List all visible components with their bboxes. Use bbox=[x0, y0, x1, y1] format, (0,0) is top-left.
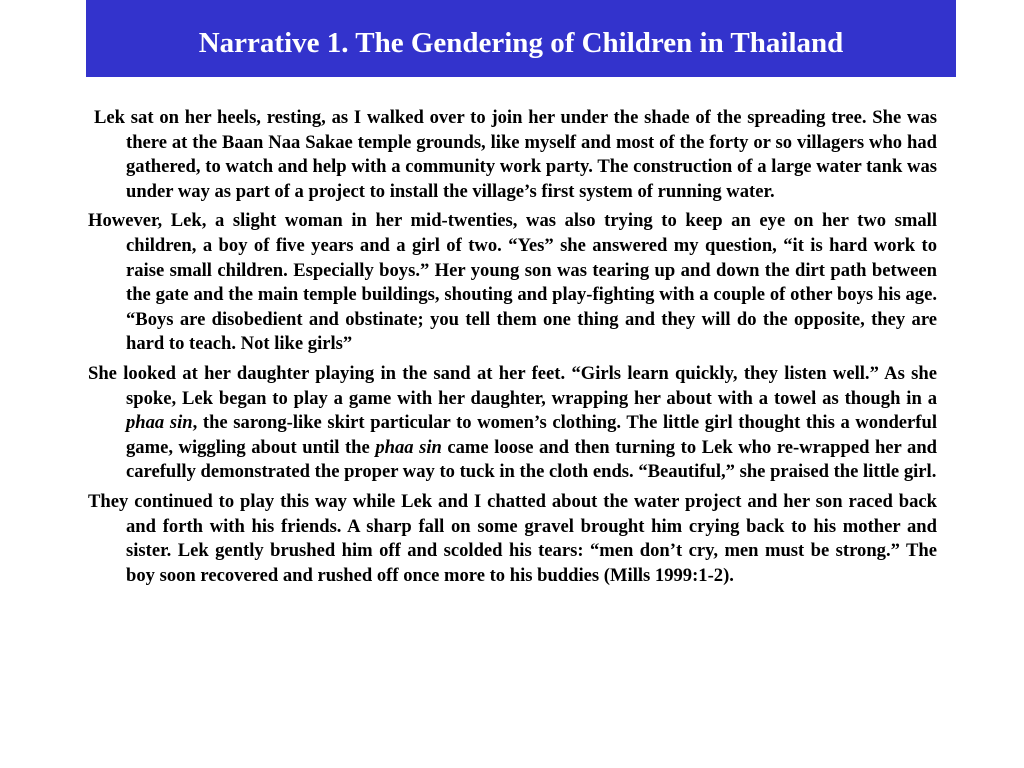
slide-title: Narrative 1. The Gendering of Children in Thailand bbox=[198, 27, 844, 59]
paragraph-3-text-a: She looked at her daughter playing in the sand at her feet. “Girls learn quickly, they listen well.” As she spoke, Lek began to play a game with her daughter, wrapping her about with a towel as though in a bbox=[88, 362, 937, 409]
paragraph-3-text-c: came loose and then turning to Lek who re-wrapped her and carefully demonstrated the proper way to tuck in the cloth ends. “Beautiful,” she praised the little girl. bbox=[126, 436, 937, 483]
paragraph-3-text-b: , the sarong-like skirt particular to women’s clothing. The little girl thought this a wonderful game, wiggling about until the bbox=[126, 412, 937, 458]
narrative-paragraph-3 bbox=[88, 362, 937, 485]
phaa-sin-term: phaa sin bbox=[375, 436, 442, 458]
phaa-sin-term: phaa sin bbox=[126, 412, 193, 434]
narrative-paragraph-1: Lek sat on her heels, resting, as I walked over to join her under the shade of the spreading tree. She was there at the Baan Naa Sakae temple grounds, like myself and most of the forty or so villagers who had gathered, to watch and help with a community work party. The construction of a large water tank was under way as part of a project to install the village’s first system of running water. bbox=[94, 107, 937, 202]
narrative-paragraph-4: They continued to play this way while Lek and I chatted about the water project and her son raced back and forth with his friends. A sharp fall on some gravel brought him crying back to his mother and sister. Lek gently brushed him off and scolded his tears: “men don’t cry, men must be strong.” The boy soon recovered and rushed off once more to his buddies (Mills 1999:1-2). bbox=[88, 490, 937, 586]
narrative-paragraph-2: However, Lek, a slight woman in her mid-twenties, was also trying to keep an eye on her two small children, a boy of five years and a girl of two. “Yes” she answered my question, “it is hard work to raise small children. Especially boys.” Her young son was tearing up and down the dirt path between the gate and the main temple buildings, shouting and play-fighting with a couple of other boys his age. “Boys are disobedient and obstinate; you tell them one thing and they will do the opposite, they are hard to teach. Not like girls” bbox=[88, 210, 937, 355]
title-bar bbox=[86, 0, 956, 77]
narrative-body bbox=[88, 106, 937, 593]
